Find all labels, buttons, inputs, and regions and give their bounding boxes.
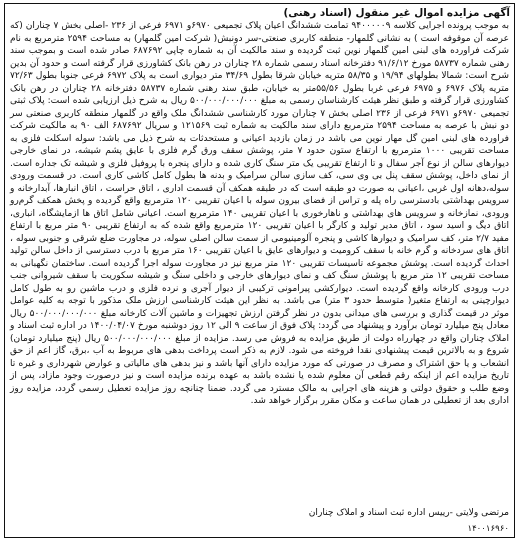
notice-footer (5, 508, 514, 534)
auction-notice (4, 3, 515, 538)
notice-body: به موجب پرونده اجرایی کلاسه ۹۴۰۰۰۰۰۹ تمامت ششدانگ اعیان پلاک تجمیعی ۶۹۷۰و ۶۹۷۱ فرعی از ۲۳۶ -اصلی بخش ۷ چناران (که عرصه آن موقوفه است ) به نشانی گلمهار- منطقه کاربری صنعتی-سر دونبش( شرکت امین گلمهار) به مساحت ۲۵۹۴ مترمربع به نام شرکت فراورده های لبنی امین گلمهار نوین ثبت گردیده و سند مالکیت آن به شماره چاپی ۶۸۷۶۹۲ صادر شده است و بموجب سند رهنی شماره ۵۸۷۳۷ مورخ ۹۱/۶/۱۲ دفترخانه اسناد رسمی شماره ۲۸ چناران در رهن بانک کشاورزی قرار گرفته است و حدود آن بدین شرح است: شمالا بطولهای ۱۹/۹۴ و ۵۸/۳۵ متریه خیابان شرقا بطول ۳۴/۶۹ متر دیواری است به پلاک ۶۹۷۲ فرعی جنوبا بطول ۷۲/۶۳ متریه پلاک ۶۹۷۶ و ۶۹۷۵ فرعی غربا بطول ۵۵/۵۶متر به خیابان، طبق سند رهنی شماره ۵۸۷۳۷ دفترخانه ۲۸ چناران در رهن بانک کشاورزی قرار گرفته و طبق نظر هیئت کارشناسان رسمی به مبلغ ۵۰۰/۰۰۰/۰۰۰/۰۰۰ ریال به شرح ذیل ارزیابی شده است: پلاک ثبتی تجمیعی ۶۹۷۰و ۶۹۷۱ فرعی از ۲۳۶ اصلی بخش ۷ چناران مورد کارشناسی ششدانگ ملک واقع در گلمهار منطقه کاربری صنعتی سر دو نبش با عرصه به مساحت ۲۵۹۴ مترمربع دارای سند مالکیت به شماره ثبت ۱۲۱۵۶۹ و سریال ۶۸۷۶۹۲ الف ۹۰ به مالکیت شرکت فراورده های لبنی امین گل مهار نوین می باشد در زمان بازدید اعیانی و مستحدثات به شرح ذیل می باشد: سوله اسکلت فلزی به مساحت تقریبی ۱۰۰۰ مترمربع با ارتفاع ستون حدود ۷ متر، پوشش سقف ورق گرم فلزی با عایق پشم شیشه، در نمای خارجی دیوارهای سالن از نوع آجر سفال و تا ارتفاع تقریبی یک متر سنگ کاری شده و دارای پنجره با پروفیل فلزی و شیشه تک جداره است. از نمای داخل، پوشش سقف پنل بی وی سی، کف سازی سالن سرامیک و بدنه ها بطول کامل کاشی کاری است. در قسمت ورودی سوله،دهانه اول غربی ،اعیانی به صورت دو طبقه است که در طبقه همکف آن قسمت اداری ، اتاق حراست ، اتاق انبارها، آبدارخانه و سرویس بهداشتی بادسترسی راه پله و تراس از فضای بیرون سوله با اعیان تقریبی ۱۲۰ مترمربع واقع گردیده و پخش همکف گرم‌رو ورودی، نمازخانه و سرویس های بهداشتی و ناهارخوری با اعیان تقریبی ۱۴۰ مترمربع است. اعیانی شامل اتاق ها ازمایشگاه، انباری، اتاق دیگ و اسید سود ، اتاق مدیر تولید و کارگر با اعیان تقریبی ۱۲۰ مترمربع واقع شده که به ارتفاع تقریبی ۹۰ متر مربع با ارتفاع مفید ۲/۷ متر، کف سرامیک و دیوارها کاشی و پنجره آلومینیومی از سمت سالن اصلی سوله، در مجاورت ضلع شرقی و جنوبی سوله ، اتاق های سردخانه و گرم خانه با سقف کرومیت و دیوارهای عایق با اعیان تقریبی ۱۶۰ متر مربع با درب دسترسی از داخل سالن تولید احداث گردیده است. پوشش مجموعه تاسیسات تقریبی ۱۲۰ متر مربع نیز در مجاورت سوله اجرا گردیده است. ساختمان نگهبانی به مساحت تقریبی ۱۲ متر مربع با پوشش سنگ کف و نمای دیوارهای خارجی و داخلی سنگ و شیشه سکوریت با سقف شیروانی جنب درب ورودی کارخانه واقع گردیده است. دیوارکشی پیرامونی ترکیبی از دیوار آجری و نرده فلزی و درب ماشین رو به طول کامل دیوارچینی به ارتفاع متغیر( متوسط حدود ۳ متر) می باشد. به نظر این هیئت کارشناسی ارزش ملک مذکور با توجه به کلیه عوامل موثر در قیمت گذاری و بررسی های میدانی بدون در نظر گرفتن ارزش تجهیزات و ماشین آلات کارخانه مبلغ ۵۰۰/۰۰۰/۰۰۰/۰۰۰ ریال معادل پنج میلیارد تومان برآورد و پیشنهاد می گردد: پلاک فوق از ساعت ۹ الی ۱۲ روز دوشنبه مورخ ۱۴۰۰/۰۴/۰۷ در اداره ثبت اسناد و املاک چناران واقع در چهارراه دولت از طریق مزایده به فروش می رسد. مزایده از مبلغ ۵۰۰/۰۰۰/۰۰۰/۰۰۰ ریال (پنج میلیارد تومان) شروع و به بالاترین قیمت پیشنهادی نقدا فروخته می شود. لازم به ذکر است پرداخت بدهی های مربوط به آب ،برق، گاز اعم از حق انشعاب و یا حق اشتراک و مصرف در صورتی که مورد مزایده دارای آنها باشد و نیز بدهی های مالیاتی و عوارض شهرداری و غیره تا تاریخ مزایده اعم از اینکه رقم قطعی آن معلوم شده یا نشده باشد به عهده برنده مزایده است و نیز درصورت وجود مازاد، پس از وضع طلب و حقوق دولتی و هزینه های اجرایی به مالک مسترد می گردد. ضمنا چنانچه روز مزایده تعطیل رسمی گردد، مزایده روز اداری بعد از تعطیلی در همان ساعت و مکان مقرر برگزار خواهد شد. (10, 21, 510, 406)
notice-title: آگهی مزایده اموال غیر منقول (اسناد رهنی) (283, 6, 510, 19)
notice-code: ۱۴۰۰۱۶۹۶۰ (467, 524, 509, 534)
signature-line: مرتضی ولایتی -رییس اداره ثبت اسناد و املاک چناران (308, 508, 509, 518)
notice-header (280, 4, 514, 21)
